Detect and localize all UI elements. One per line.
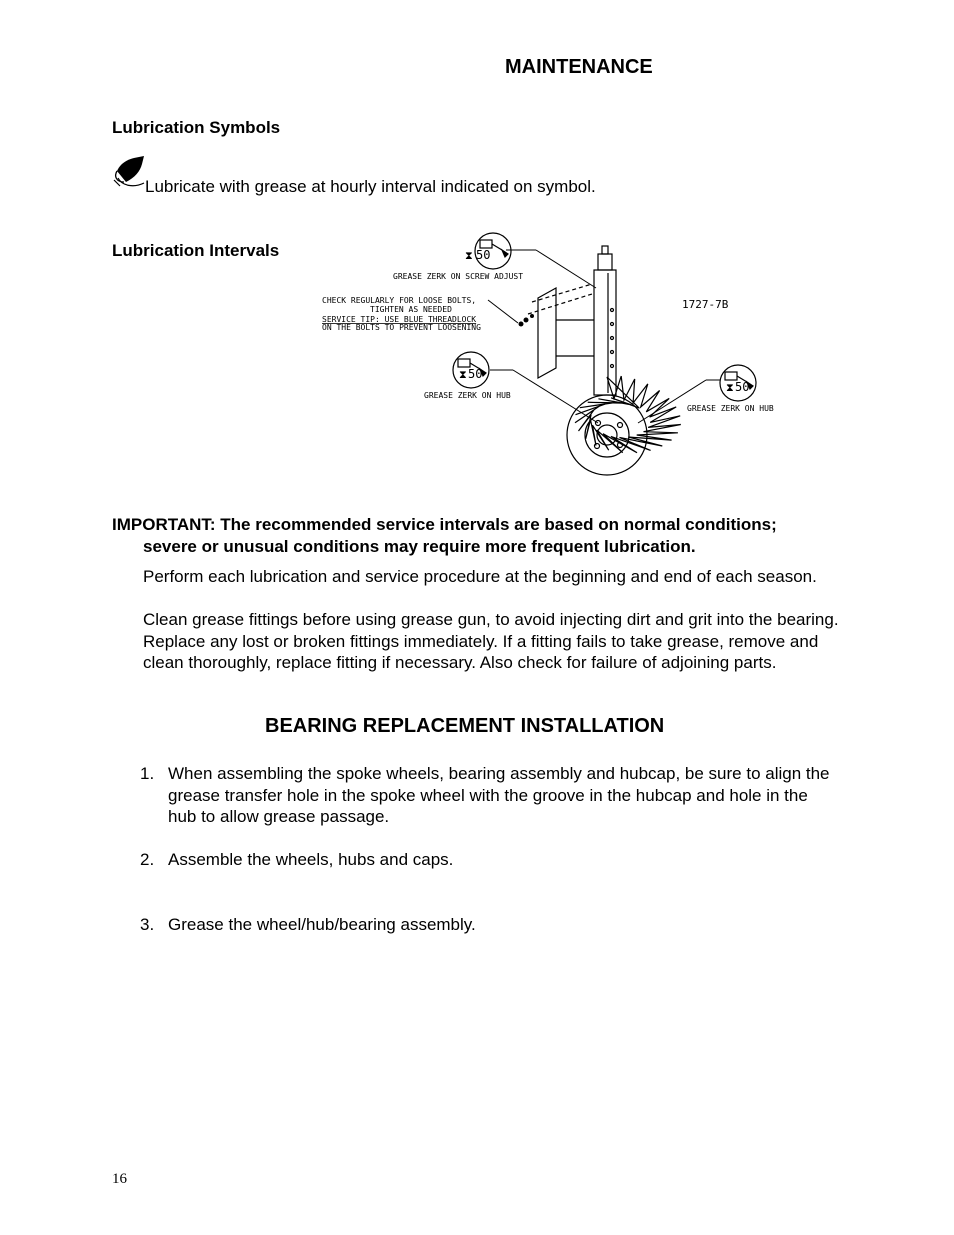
- label-check-bolts-1: CHECK REGULARLY FOR LOOSE BOLTS,: [322, 296, 477, 305]
- right-symbol-interval: 50: [735, 380, 750, 394]
- list-item-number: 2.: [140, 850, 155, 869]
- list-item-number: 1.: [140, 764, 155, 783]
- label-check-bolts-2: TIGHTEN AS NEEDED: [370, 305, 452, 314]
- list-item: [140, 849, 840, 871]
- important-line-1: IMPORTANT: The recommended service intervals are based on normal conditions;: [112, 515, 777, 534]
- bolts: [519, 314, 535, 327]
- grease-gun-icon: [112, 154, 148, 194]
- label-grease-zerk-screw: GREASE ZERK ON SCREW ADJUST: [393, 272, 524, 281]
- list-item-text: When assembling the spoke wheels, bearing assembly and hubcap, be sure to align the grease transfer hole in the spoke wheel with the groove in the hubcap and hole in the hub to allow grease passage.: [168, 764, 830, 826]
- list-item-text: Assemble the wheels, hubs and caps.: [168, 850, 454, 869]
- lubrication-intervals-heading: Lubrication Intervals: [112, 241, 280, 260]
- paragraph-season: Perform each lubrication and service procedure at the beginning and end of each season.: [143, 567, 817, 586]
- left-symbol-interval: 50: [468, 367, 483, 381]
- spoke-wheel: [567, 376, 681, 475]
- important-line-2: severe or unusual conditions may require more frequent lubrication.: [143, 536, 696, 556]
- page-number: 16: [112, 1171, 127, 1187]
- label-grease-zerk-hub-right: GREASE ZERK ON HUB: [687, 404, 774, 413]
- paragraph-clean-fittings: Clean grease fittings before using grease gun, to avoid injecting dirt and grit into the bearing. Replace any lost or broken fittings immediately. If a fitting fails to take grease, remove and clean thoroughly, replace fitting if necessary. Also check for failure of adjoining parts.: [143, 610, 839, 672]
- label-service-tip-1: SERVICE TIP: USE BLUE THREADLOCK: [322, 315, 477, 324]
- interval-hourglass-icon: ⧗: [465, 249, 473, 262]
- important-notice: [112, 514, 872, 557]
- figure-id: 1727-7B: [682, 298, 729, 311]
- label-grease-zerk-hub-left: GREASE ZERK ON HUB: [424, 391, 511, 400]
- list-item: [140, 763, 840, 828]
- interval-hourglass-icon: ⧗: [459, 368, 467, 381]
- page-title: MAINTENANCE: [505, 56, 653, 78]
- lubrication-symbols-heading: Lubrication Symbols: [112, 118, 281, 137]
- list-item: [140, 914, 840, 936]
- lubrication-intervals-diagram: [318, 228, 790, 484]
- adjuster-assembly: [528, 246, 616, 395]
- label-service-tip-2: ON THE BOLTS TO PREVENT LOOSENING: [322, 323, 481, 332]
- interval-hourglass-icon: ⧗: [726, 381, 734, 394]
- bearing-section-heading: BEARING REPLACEMENT INSTALLATION: [265, 715, 665, 737]
- list-item-text: Grease the wheel/hub/bearing assembly.: [168, 915, 476, 934]
- lubrication-symbols-description: Lubricate with grease at hourly interval indicated on symbol.: [145, 177, 596, 196]
- list-item-number: 3.: [140, 915, 155, 934]
- top-symbol-interval: 50: [476, 248, 491, 262]
